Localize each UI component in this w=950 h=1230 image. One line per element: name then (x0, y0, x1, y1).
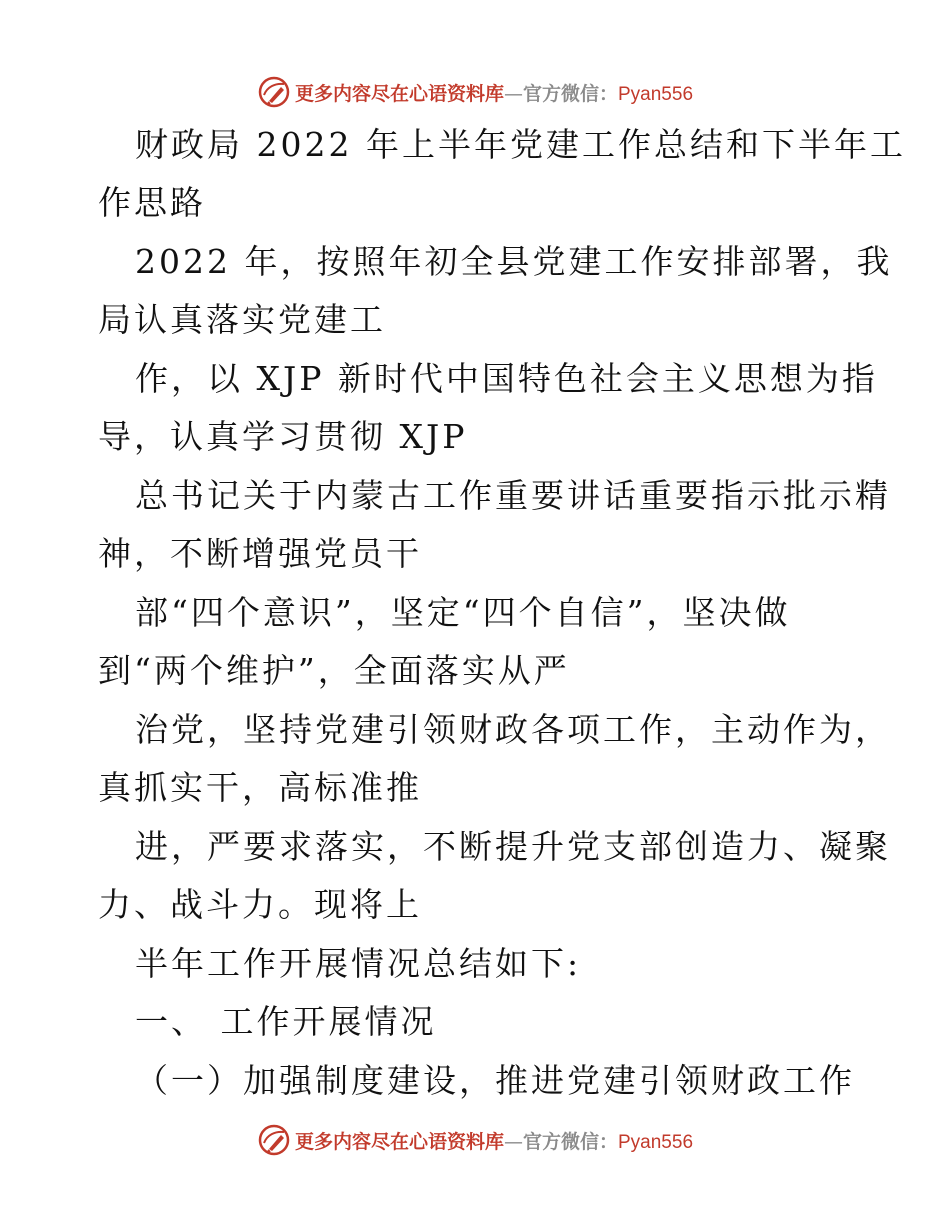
title-line-1: 财政局 2022 年上半年党建工作总结和下半年工 (135, 125, 906, 164)
paragraph-line: 到“两个维护”，全面落实从严 (98, 651, 570, 690)
paragraph-line: 治党，坚持党建引领财政各项工作，主动作为， (135, 710, 891, 749)
paragraph-line: 神，不断增强党员干 (98, 534, 422, 573)
header-watermark (0, 72, 950, 112)
paragraph-line: 力、战斗力。现将上 (98, 885, 422, 924)
paragraph-line: 进，严要求落实，不断提升党支部创造力、凝聚 (135, 827, 891, 866)
watermark-dash: — (503, 1130, 523, 1153)
watermark-text (295, 1127, 693, 1154)
watermark-official-label: 官方微信： (522, 82, 618, 105)
paragraph-line: 真抓实干，高标准推 (98, 768, 422, 807)
subsection-heading: （一）加强制度建设，推进党建引领财政工作 (135, 1061, 855, 1100)
paragraph-line: 作，以 XJP 新时代中国特色社会主义思想为指 (135, 359, 878, 398)
footer-watermark (0, 1120, 950, 1160)
watermark-wechat-id: Pyan556 (618, 83, 694, 105)
paragraph-line: 部“四个意识”，坚定“四个自信”，坚决做 (135, 593, 791, 632)
paragraph-line: 2022 年，按照年初全县党建工作安排部署，我 (135, 242, 893, 281)
title-line-2: 作思路 (98, 183, 206, 222)
watermark-main: 更多内容尽在心语资料库 (294, 1130, 504, 1153)
pen-logo-icon (257, 1123, 291, 1157)
watermark-wechat-id: Pyan556 (618, 1131, 694, 1153)
section-heading: 一、 工作开展情况 (135, 1002, 437, 1041)
pen-logo-icon (257, 75, 291, 109)
paragraph-line: 导，认真学习贯彻 XJP (98, 417, 468, 456)
paragraph-line: 半年工作开展情况总结如下: (135, 944, 582, 983)
watermark-main: 更多内容尽在心语资料库 (294, 82, 504, 105)
paragraph-line: 局认真落实党建工 (98, 300, 386, 339)
watermark-dash: — (503, 82, 523, 105)
watermark-text (295, 79, 693, 106)
paragraph-line: 总书记关于内蒙古工作重要讲话重要指示批示精 (135, 476, 891, 515)
watermark-official-label: 官方微信： (522, 1130, 618, 1153)
